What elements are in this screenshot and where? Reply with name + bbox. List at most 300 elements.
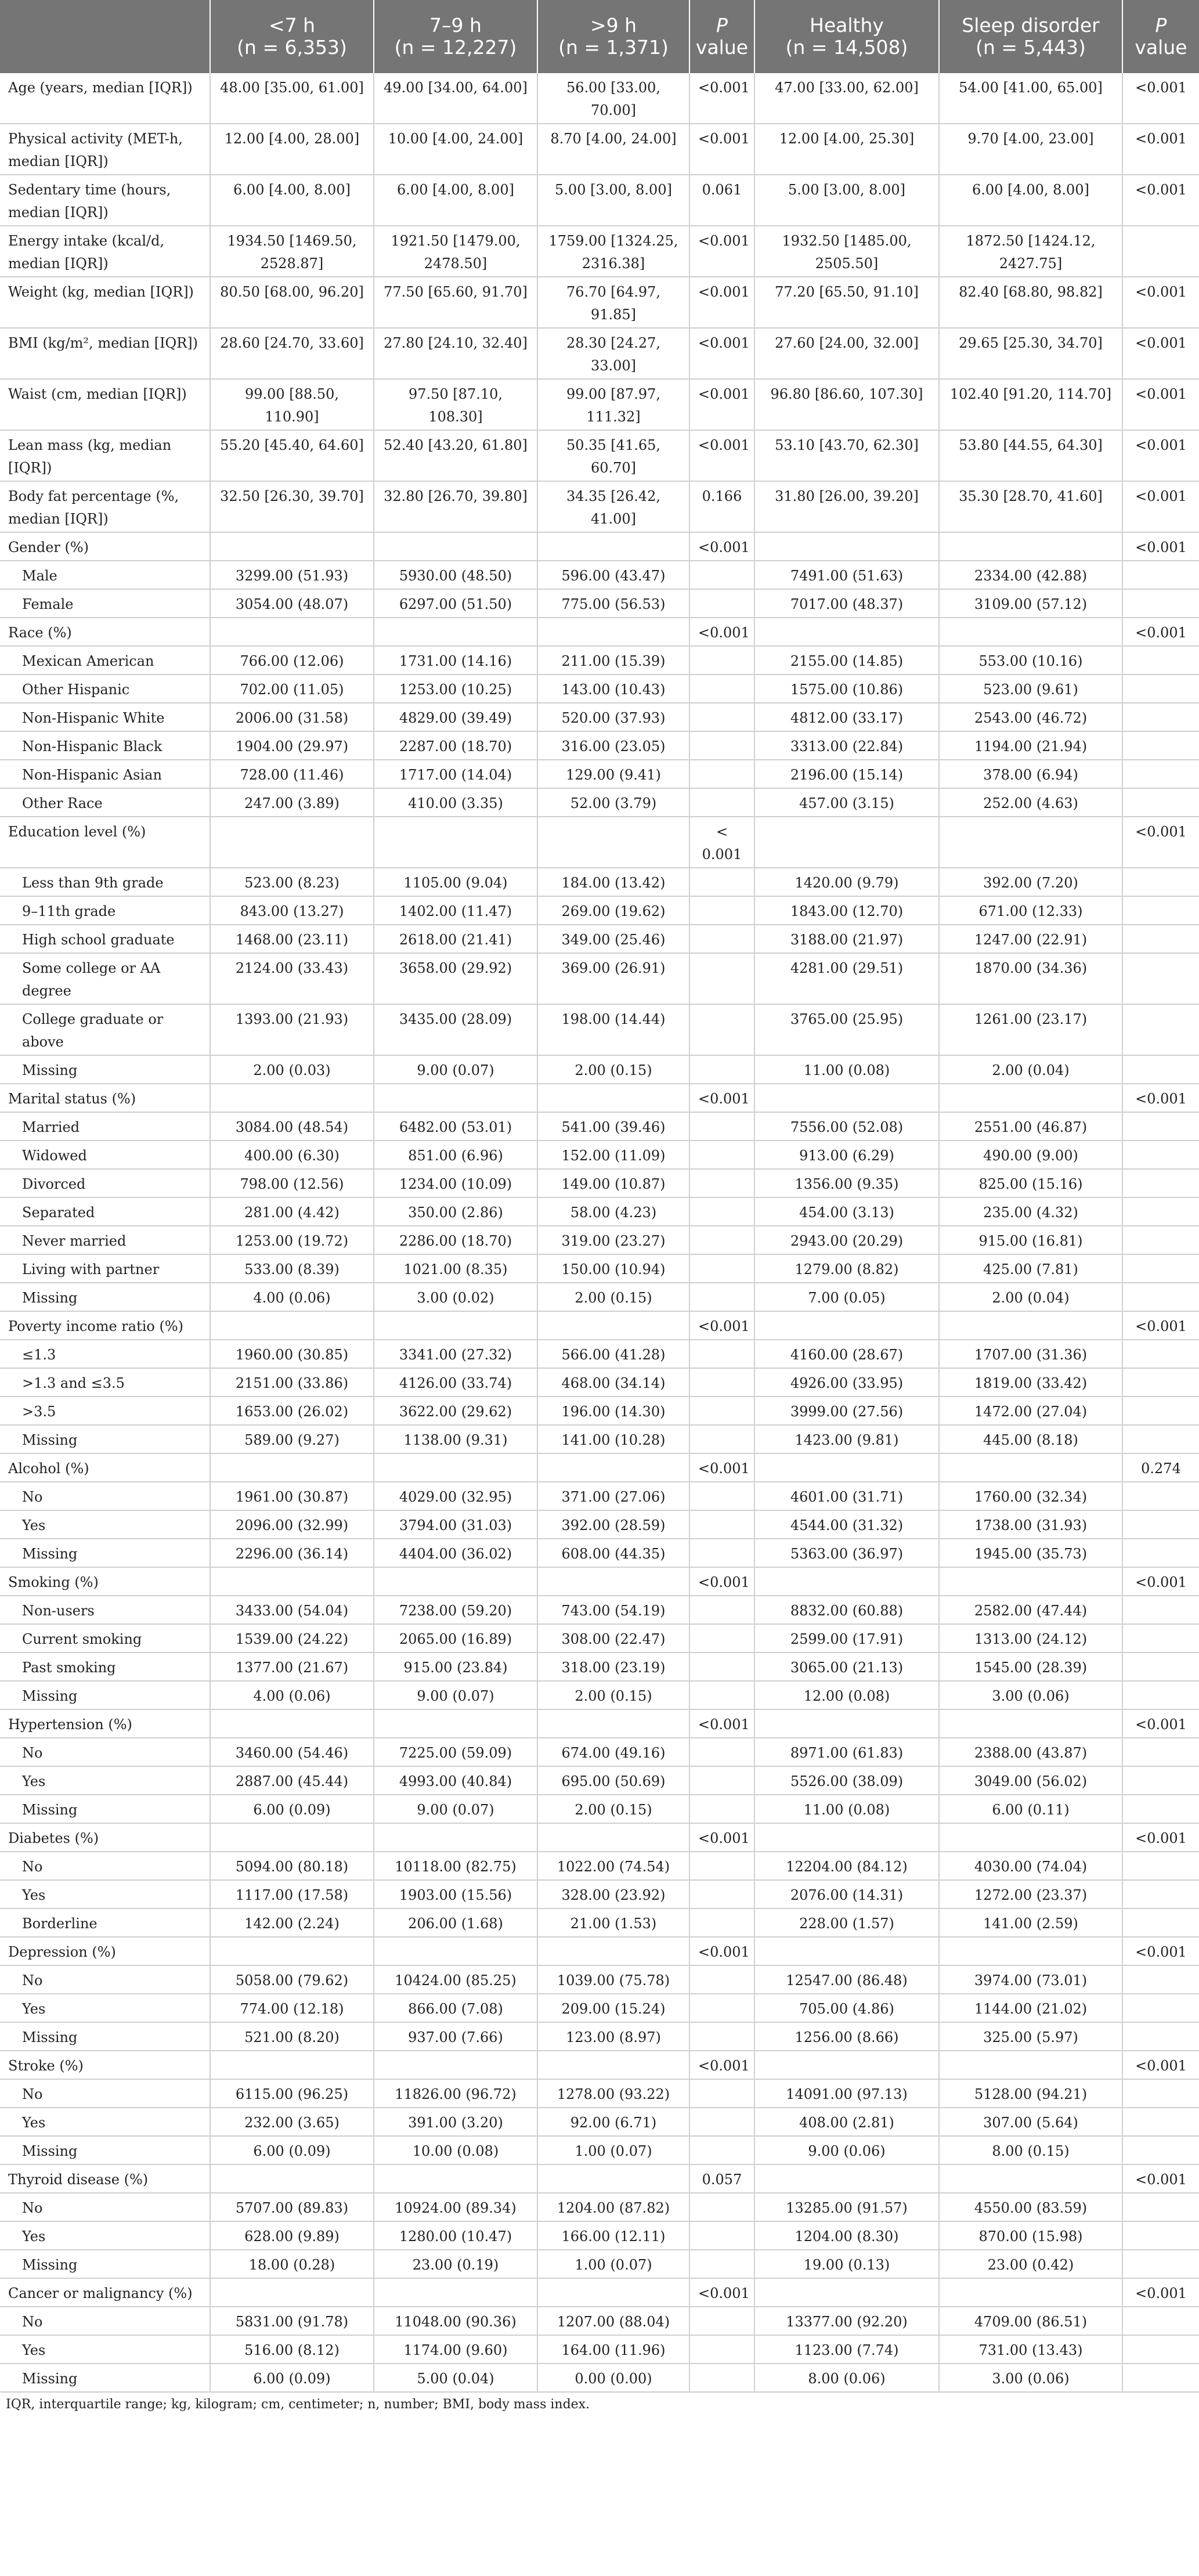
value-cell: 454.00 (3.13) (754, 1197, 939, 1226)
value-cell: 4550.00 (83.59) (939, 2193, 1122, 2221)
p-value-cell (1122, 2079, 1199, 2108)
value-cell: 1280.00 (10.47) (374, 2221, 537, 2250)
value-cell: 1468.00 (23.11) (210, 925, 374, 953)
value-cell: 308.00 (22.47) (537, 1624, 689, 1653)
column-header-2 (374, 0, 537, 73)
table-row (0, 817, 1199, 868)
value-cell (210, 1084, 374, 1112)
p-value-cell (689, 1994, 754, 2022)
table-row (0, 481, 1199, 532)
value-cell: 523.00 (9.61) (939, 674, 1122, 703)
value-cell: 490.00 (9.00) (939, 1141, 1122, 1169)
p-value-cell (689, 2335, 754, 2364)
table-body (0, 73, 1199, 2392)
p-value-cell (689, 2022, 754, 2051)
column-header-0 (0, 0, 210, 73)
p-value-cell (689, 1340, 754, 1368)
value-cell: 4601.00 (31.71) (754, 1482, 939, 1510)
p-value-cell (689, 1141, 754, 1169)
value-cell: 82.40 [68.80, 98.82] (939, 277, 1122, 328)
value-cell: 1420.00 (9.79) (754, 868, 939, 896)
value-cell: 123.00 (8.97) (537, 2022, 689, 2051)
row-label: No (0, 2079, 210, 2108)
value-cell: 152.00 (11.09) (537, 1141, 689, 1169)
value-cell (939, 618, 1122, 646)
value-cell: 3794.00 (31.03) (374, 1510, 537, 1539)
table-subrow (0, 731, 1199, 760)
p-value-cell (1122, 1681, 1199, 1709)
table-subrow (0, 868, 1199, 896)
p-value-cell (1122, 1283, 1199, 1311)
value-cell (210, 2051, 374, 2079)
column-header-line2: (n = 14,508) (785, 36, 908, 59)
value-cell: 196.00 (14.30) (537, 1397, 689, 1425)
value-cell: 2543.00 (46.72) (939, 703, 1122, 731)
value-cell: 425.00 (7.81) (939, 1254, 1122, 1283)
value-cell: 149.00 (10.87) (537, 1169, 689, 1197)
value-cell: 5.00 [3.00, 8.00] (537, 175, 689, 226)
value-cell: 28.60 [24.70, 33.60] (210, 328, 374, 379)
p-value-cell (1122, 1141, 1199, 1169)
value-cell: 49.00 [34.00, 64.00] (374, 73, 537, 124)
value-cell: 1707.00 (31.36) (939, 1340, 1122, 1368)
p-value-cell (689, 1055, 754, 1084)
value-cell: 695.00 (50.69) (537, 1766, 689, 1795)
column-header-line2: value (1135, 36, 1187, 59)
p-value-cell: <0.001 (1122, 481, 1199, 532)
value-cell: 9.00 (0.07) (374, 1055, 537, 1084)
value-cell: 1.00 (0.07) (537, 2250, 689, 2278)
value-cell: 825.00 (15.16) (939, 1169, 1122, 1197)
p-value-cell: <0.001 (1122, 328, 1199, 379)
p-value-cell: <0.001 (1122, 430, 1199, 481)
row-label: Age (years, median [IQR]) (0, 73, 210, 124)
p-value-cell (1122, 1539, 1199, 1567)
value-cell: 6297.00 (51.50) (374, 589, 537, 618)
value-cell: 206.00 (1.68) (374, 1908, 537, 1937)
value-cell: 307.00 (5.64) (939, 2108, 1122, 2136)
p-value-cell (1122, 1169, 1199, 1197)
p-value-cell (1122, 1965, 1199, 1994)
value-cell: 129.00 (9.41) (537, 760, 689, 788)
value-cell (754, 2051, 939, 2079)
p-value-cell: <0.001 (1122, 2164, 1199, 2193)
row-label: Yes (0, 2108, 210, 2136)
p-value-cell (689, 760, 754, 788)
table-subrow (0, 2193, 1199, 2221)
value-cell: 671.00 (12.33) (939, 896, 1122, 925)
p-value-cell (1122, 731, 1199, 760)
value-cell (210, 1823, 374, 1852)
value-cell: 2887.00 (45.44) (210, 1766, 374, 1795)
p-value-cell (689, 1004, 754, 1055)
table-subrow (0, 2136, 1199, 2164)
value-cell: 164.00 (11.96) (537, 2335, 689, 2364)
p-value-cell (689, 2193, 754, 2221)
row-label: Stroke (%) (0, 2051, 210, 2079)
table-subrow (0, 953, 1199, 1004)
value-cell: 4281.00 (29.51) (754, 953, 939, 1004)
column-header-line1: >9 h (590, 14, 637, 37)
value-cell: 99.00 [87.97, 111.32] (537, 379, 689, 430)
p-value-cell (1122, 703, 1199, 731)
p-value-cell: <0.001 (689, 1311, 754, 1340)
value-cell: 6.00 (0.09) (210, 1795, 374, 1823)
value-cell: 142.00 (2.24) (210, 1908, 374, 1937)
table-subrow (0, 1141, 1199, 1169)
value-cell: 11.00 (0.08) (754, 1795, 939, 1823)
value-cell (939, 1311, 1122, 1340)
p-value-cell (689, 1653, 754, 1681)
value-cell: 1256.00 (8.66) (754, 2022, 939, 2051)
value-cell: 516.00 (8.12) (210, 2335, 374, 2364)
value-cell: 6.00 [4.00, 8.00] (210, 175, 374, 226)
row-label: Race (%) (0, 618, 210, 646)
value-cell: 3341.00 (27.32) (374, 1340, 537, 1368)
value-cell: 6115.00 (96.25) (210, 2079, 374, 2108)
p-value-cell: <0.001 (689, 1453, 754, 1482)
value-cell: 8.70 [4.00, 24.00] (537, 124, 689, 175)
row-label: Lean mass (kg, median [IQR]) (0, 430, 210, 481)
table-subrow (0, 1738, 1199, 1766)
row-label: Missing (0, 1283, 210, 1311)
value-cell: 2151.00 (33.86) (210, 1368, 374, 1397)
p-value-cell (1122, 788, 1199, 817)
value-cell: 1021.00 (8.35) (374, 1254, 537, 1283)
row-label: No (0, 2193, 210, 2221)
value-cell: 4.00 (0.06) (210, 1681, 374, 1709)
value-cell: 10118.00 (82.75) (374, 1852, 537, 1880)
table-subrow (0, 1169, 1199, 1197)
value-cell: 608.00 (44.35) (537, 1539, 689, 1567)
row-label: Gender (%) (0, 532, 210, 561)
p-value-cell (689, 868, 754, 896)
table-footnote: IQR, interquartile range; kg, kilogram; cm, centimeter; n, number; BMI, body mass index. (6, 2397, 590, 2412)
p-value-cell (689, 2250, 754, 2278)
p-value-cell: <0.001 (689, 1937, 754, 1965)
table-subrow (0, 1425, 1199, 1453)
row-label: Missing (0, 1055, 210, 1084)
p-value-cell (689, 1397, 754, 1425)
p-value-cell (689, 1425, 754, 1453)
row-label: >3.5 (0, 1397, 210, 1425)
table-subrow (0, 646, 1199, 674)
p-value-cell (689, 589, 754, 618)
value-cell (537, 2278, 689, 2307)
value-cell: 9.00 (0.07) (374, 1795, 537, 1823)
row-label: BMI (kg/m², median [IQR]) (0, 328, 210, 379)
table-subrow (0, 1994, 1199, 2022)
value-cell: 143.00 (10.43) (537, 674, 689, 703)
value-cell: 566.00 (41.28) (537, 1340, 689, 1368)
p-value-cell: <0.001 (1122, 73, 1199, 124)
value-cell: 27.60 [24.00, 32.00] (754, 328, 939, 379)
value-cell: 541.00 (39.46) (537, 1112, 689, 1141)
value-cell: 1843.00 (12.70) (754, 896, 939, 925)
value-cell: 3.00 (0.02) (374, 1283, 537, 1311)
value-cell: 674.00 (49.16) (537, 1738, 689, 1766)
p-value-cell (1122, 1425, 1199, 1453)
value-cell (537, 1709, 689, 1738)
value-cell: 445.00 (8.18) (939, 1425, 1122, 1453)
value-cell: 521.00 (8.20) (210, 2022, 374, 2051)
value-cell (374, 1311, 537, 1340)
value-cell: 350.00 (2.86) (374, 1197, 537, 1226)
value-cell: 1393.00 (21.93) (210, 1004, 374, 1055)
value-cell: 5128.00 (94.21) (939, 2079, 1122, 2108)
row-label: Non-users (0, 1596, 210, 1624)
value-cell (537, 817, 689, 868)
value-cell: 23.00 (0.19) (374, 2250, 537, 2278)
table-row (0, 1823, 1199, 1852)
value-cell (210, 1709, 374, 1738)
value-cell (537, 2164, 689, 2193)
value-cell (374, 2051, 537, 2079)
table-subrow (0, 1340, 1199, 1368)
table-row (0, 2051, 1199, 2079)
value-cell: 369.00 (26.91) (537, 953, 689, 1004)
row-label: College graduate or above (0, 1004, 210, 1055)
table-subrow (0, 561, 1199, 589)
value-cell: 870.00 (15.98) (939, 2221, 1122, 2250)
p-value-cell: 0.166 (689, 481, 754, 532)
p-value-cell: <0.001 (689, 2278, 754, 2307)
value-cell: 589.00 (9.27) (210, 1425, 374, 1453)
table-subrow (0, 2108, 1199, 2136)
p-value-cell (1122, 1653, 1199, 1681)
row-label: Separated (0, 1197, 210, 1226)
value-cell: 7225.00 (59.09) (374, 1738, 537, 1766)
value-cell (210, 2278, 374, 2307)
value-cell: 14091.00 (97.13) (754, 2079, 939, 2108)
value-cell: 3433.00 (54.04) (210, 1596, 374, 1624)
value-cell (374, 618, 537, 646)
table-row (0, 532, 1199, 561)
column-header-line1: Sleep disorder (962, 14, 1100, 37)
value-cell: 1819.00 (33.42) (939, 1368, 1122, 1397)
p-value-cell (689, 1596, 754, 1624)
value-cell: 35.30 [28.70, 41.60] (939, 481, 1122, 532)
value-cell: 228.00 (1.57) (754, 1908, 939, 1937)
value-cell: 1272.00 (23.37) (939, 1880, 1122, 1908)
table-subrow (0, 1539, 1199, 1567)
value-cell: 4404.00 (36.02) (374, 1539, 537, 1567)
value-cell: 705.00 (4.86) (754, 1994, 939, 2022)
value-cell: 18.00 (0.28) (210, 2250, 374, 2278)
value-cell (939, 2051, 1122, 2079)
p-value-cell (1122, 1994, 1199, 2022)
p-value-cell (689, 703, 754, 731)
row-label: Missing (0, 2136, 210, 2164)
value-cell: 6.00 (0.11) (939, 1795, 1122, 1823)
value-cell: 628.00 (9.89) (210, 2221, 374, 2250)
row-label: Divorced (0, 1169, 210, 1197)
value-cell: 1904.00 (29.97) (210, 731, 374, 760)
row-label: Energy intake (kcal/d, median [IQR]) (0, 226, 210, 277)
value-cell: 11.00 (0.08) (754, 1055, 939, 1084)
value-cell: 53.80 [44.55, 64.30] (939, 430, 1122, 481)
table-subrow (0, 2250, 1199, 2278)
value-cell: 1932.50 [1485.00, 2505.50] (754, 226, 939, 277)
value-cell: 13285.00 (91.57) (754, 2193, 939, 2221)
table-subrow (0, 2079, 1199, 2108)
table-subrow (0, 760, 1199, 788)
row-label: No (0, 2307, 210, 2335)
value-cell: 12.00 (0.08) (754, 1681, 939, 1709)
value-cell (210, 618, 374, 646)
p-value-cell (1122, 2250, 1199, 2278)
p-value-cell (689, 1482, 754, 1510)
p-value-cell (1122, 1880, 1199, 1908)
value-cell: 97.50 [87.10, 108.30] (374, 379, 537, 430)
table-subrow (0, 2022, 1199, 2051)
column-header-5 (754, 0, 939, 73)
table-subrow (0, 1766, 1199, 1795)
table-subrow (0, 1254, 1199, 1283)
value-cell: 349.00 (25.46) (537, 925, 689, 953)
value-cell: 1717.00 (14.04) (374, 760, 537, 788)
p-value-cell: <0.001 (1122, 2051, 1199, 2079)
value-cell: 7491.00 (51.63) (754, 561, 939, 589)
p-value-cell (689, 1254, 754, 1283)
value-cell (754, 618, 939, 646)
value-cell: 4544.00 (31.32) (754, 1510, 939, 1539)
row-label: Missing (0, 1539, 210, 1567)
value-cell: 553.00 (10.16) (939, 646, 1122, 674)
value-cell: 9.70 [4.00, 23.00] (939, 124, 1122, 175)
p-value-cell: <0.001 (1122, 817, 1199, 868)
p-value-cell: <0.001 (689, 1567, 754, 1596)
value-cell (537, 1311, 689, 1340)
p-value-cell (689, 1908, 754, 1937)
value-cell: 1738.00 (31.93) (939, 1510, 1122, 1539)
table-subrow (0, 1283, 1199, 1311)
value-cell: 319.00 (23.27) (537, 1226, 689, 1254)
value-cell: 915.00 (16.81) (939, 1226, 1122, 1254)
value-cell (374, 817, 537, 868)
value-cell: 1.00 (0.07) (537, 2136, 689, 2164)
value-cell: 12204.00 (84.12) (754, 1852, 939, 1880)
value-cell: 866.00 (7.08) (374, 1994, 537, 2022)
value-cell: 2196.00 (15.14) (754, 760, 939, 788)
p-value-cell (1122, 1510, 1199, 1539)
row-label: Never married (0, 1226, 210, 1254)
column-header-line1: <7 h (268, 14, 316, 37)
value-cell (537, 1567, 689, 1596)
table-row (0, 1937, 1199, 1965)
row-label: Non-Hispanic Asian (0, 760, 210, 788)
table-row (0, 277, 1199, 328)
value-cell: 4926.00 (33.95) (754, 1368, 939, 1397)
value-cell (374, 1937, 537, 1965)
p-value-cell (1122, 1340, 1199, 1368)
p-value-cell (1122, 1624, 1199, 1653)
table-row (0, 73, 1199, 124)
row-label: Body fat percentage (%, median [IQR]) (0, 481, 210, 532)
value-cell: 3974.00 (73.01) (939, 1965, 1122, 1994)
value-cell: 2551.00 (46.87) (939, 1112, 1122, 1141)
table-subrow (0, 896, 1199, 925)
value-cell: 3313.00 (22.84) (754, 731, 939, 760)
value-cell: 523.00 (8.23) (210, 868, 374, 896)
value-cell: 8971.00 (61.83) (754, 1738, 939, 1766)
p-value-cell: <0.001 (689, 2051, 754, 2079)
value-cell (537, 2051, 689, 2079)
p-value-cell (689, 561, 754, 589)
value-cell: 1870.00 (34.36) (939, 953, 1122, 1004)
value-cell: 7238.00 (59.20) (374, 1596, 537, 1624)
value-cell: 2286.00 (18.70) (374, 1226, 537, 1254)
value-cell: 235.00 (4.32) (939, 1197, 1122, 1226)
table-row (0, 1709, 1199, 1738)
row-label: Weight (kg, median [IQR]) (0, 277, 210, 328)
value-cell: 391.00 (3.20) (374, 2108, 537, 2136)
value-cell: 1872.50 [1424.12, 2427.75] (939, 226, 1122, 277)
value-cell: 4829.00 (39.49) (374, 703, 537, 731)
value-cell: 102.40 [91.20, 114.70] (939, 379, 1122, 430)
value-cell: 1472.00 (27.04) (939, 1397, 1122, 1425)
value-cell: 2065.00 (16.89) (374, 1624, 537, 1653)
value-cell: 27.80 [24.10, 32.40] (374, 328, 537, 379)
value-cell: 392.00 (7.20) (939, 868, 1122, 896)
value-cell: 6.00 (0.09) (210, 2364, 374, 2392)
row-label: Current smoking (0, 1624, 210, 1653)
p-value-cell (689, 1624, 754, 1653)
table-subrow (0, 2307, 1199, 2335)
value-cell (210, 1453, 374, 1482)
value-cell: 2582.00 (47.44) (939, 1596, 1122, 1624)
value-cell (537, 532, 689, 561)
p-value-cell: <0.001 (1122, 532, 1199, 561)
value-cell: 80.50 [68.00, 96.20] (210, 277, 374, 328)
row-label: Other Hispanic (0, 674, 210, 703)
p-value-cell (1122, 2221, 1199, 2250)
value-cell: 0.00 (0.00) (537, 2364, 689, 2392)
p-value-cell (1122, 868, 1199, 896)
value-cell: 2096.00 (32.99) (210, 1510, 374, 1539)
value-cell: 1934.50 [1469.50, 2528.87] (210, 226, 374, 277)
value-cell: 2388.00 (43.87) (939, 1738, 1122, 1766)
value-cell: 56.00 [33.00, 70.00] (537, 73, 689, 124)
table-subrow (0, 1510, 1199, 1539)
value-cell: 5526.00 (38.09) (754, 1766, 939, 1795)
value-cell (374, 2278, 537, 2307)
p-value-cell (689, 2136, 754, 2164)
value-cell: 2943.00 (20.29) (754, 1226, 939, 1254)
value-cell (754, 817, 939, 868)
p-value-cell: <0.001 (1122, 2278, 1199, 2307)
value-cell: 4029.00 (32.95) (374, 1482, 537, 1510)
value-cell: 58.00 (4.23) (537, 1197, 689, 1226)
value-cell: 4126.00 (33.74) (374, 1368, 537, 1397)
column-header-line2: value (695, 36, 749, 59)
row-label: Male (0, 561, 210, 589)
value-cell: 21.00 (1.53) (537, 1908, 689, 1937)
table-subrow (0, 1681, 1199, 1709)
value-cell: 50.35 [41.65, 60.70] (537, 430, 689, 481)
value-cell: 6.00 (0.09) (210, 2136, 374, 2164)
p-value-cell: <0.001 (1122, 1084, 1199, 1112)
p-value-cell (1122, 1482, 1199, 1510)
value-cell: 1204.00 (8.30) (754, 2221, 939, 2250)
value-cell: 851.00 (6.96) (374, 1141, 537, 1169)
p-value-cell: <0.001 (689, 532, 754, 561)
value-cell (754, 532, 939, 561)
p-value-cell (1122, 2136, 1199, 2164)
value-cell: 1653.00 (26.02) (210, 1397, 374, 1425)
p-value-cell: <0.001 (1122, 1937, 1199, 1965)
row-label: Thyroid disease (%) (0, 2164, 210, 2193)
